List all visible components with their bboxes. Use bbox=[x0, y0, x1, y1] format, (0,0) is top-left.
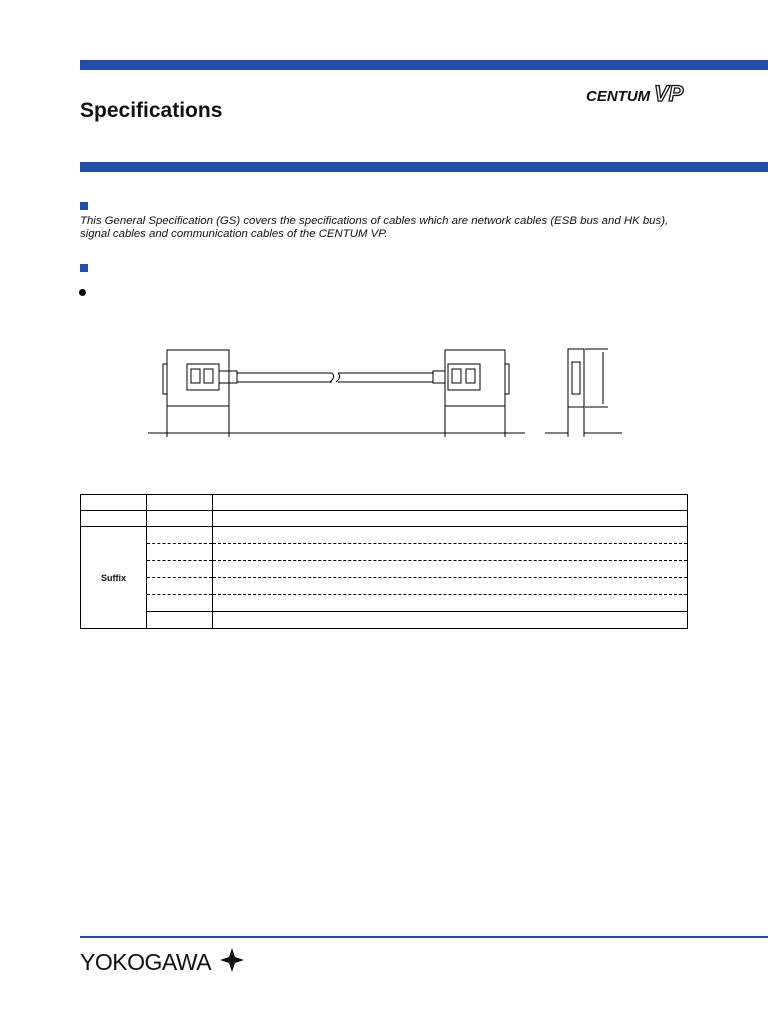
dimension-lines bbox=[148, 406, 622, 437]
connector-end-view-icon bbox=[568, 349, 608, 407]
footer-rule bbox=[80, 936, 768, 938]
table-cell bbox=[213, 612, 688, 629]
table-cell bbox=[213, 544, 688, 561]
cable-body-icon bbox=[237, 373, 433, 382]
footer-brand: YOKOGAWA bbox=[80, 949, 212, 975]
table-row bbox=[81, 544, 688, 561]
logo-suffix-text: VP bbox=[654, 81, 684, 106]
model-suffix-table bbox=[80, 494, 688, 629]
table-cell bbox=[213, 527, 688, 544]
table-cell bbox=[213, 511, 688, 527]
logo-main-text: CENTUM bbox=[586, 88, 651, 105]
table-cell bbox=[213, 578, 688, 595]
table-cell bbox=[147, 578, 213, 595]
suffix-label: Suffix bbox=[81, 527, 147, 629]
section-marker-icon bbox=[80, 202, 88, 210]
table-cell bbox=[147, 511, 213, 527]
table-cell bbox=[213, 595, 688, 612]
table-cell bbox=[213, 561, 688, 578]
table-row bbox=[81, 561, 688, 578]
centum-vp-logo bbox=[586, 80, 690, 106]
table-cell bbox=[81, 511, 147, 527]
table-cell bbox=[147, 561, 213, 578]
table-cell bbox=[213, 495, 688, 511]
section-marker-icon bbox=[80, 264, 88, 272]
table-row bbox=[81, 527, 688, 544]
table-cell bbox=[147, 612, 213, 629]
page-title: Specifications bbox=[80, 99, 223, 122]
diamond-cross-icon bbox=[219, 947, 245, 973]
table-row bbox=[81, 578, 688, 595]
table-row bbox=[81, 612, 688, 629]
table-cell bbox=[81, 495, 147, 511]
list-bullet-icon bbox=[79, 289, 86, 296]
table-cell bbox=[147, 495, 213, 511]
table-cell bbox=[147, 544, 213, 561]
table-row bbox=[81, 511, 688, 527]
header-bottom-bar bbox=[80, 162, 768, 172]
table-header-row bbox=[81, 495, 688, 511]
cable-dimension-drawing bbox=[140, 340, 630, 445]
left-connector-icon bbox=[163, 350, 237, 406]
intro-paragraph: This General Specification (GS) covers the specifications of cables which are network cables (ESB bus and HK bus), signal cables and communication cables of the CENTUM VP. bbox=[80, 215, 669, 240]
header-top-bar bbox=[80, 60, 768, 70]
table-cell bbox=[147, 595, 213, 612]
table-cell bbox=[147, 527, 213, 544]
table-row bbox=[81, 595, 688, 612]
right-connector-icon bbox=[433, 350, 509, 406]
